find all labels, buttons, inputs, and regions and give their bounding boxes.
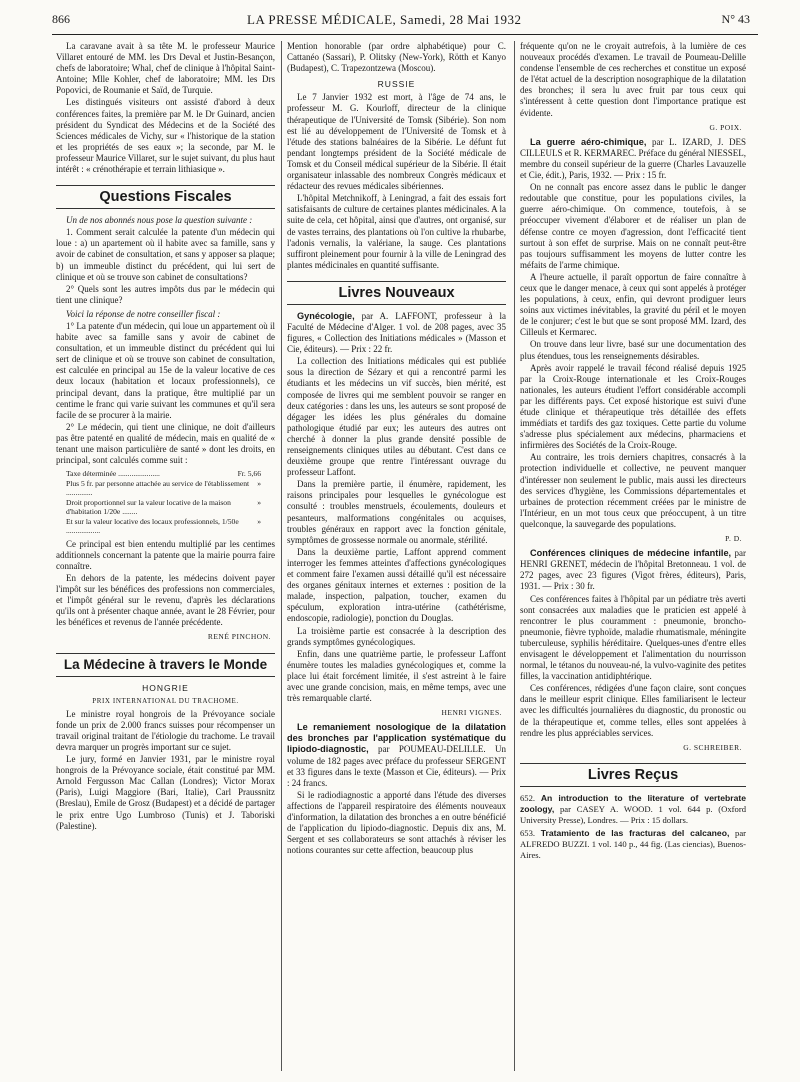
- column-2: [287, 41, 506, 857]
- column-divider: [514, 41, 515, 1071]
- paragraph: On trouve dans leur livre, basé sur une documentation des plus étendues, tous les renseignements désirables.: [520, 339, 746, 361]
- book-title: Tratamiento de las fracturas del calcaneo,: [540, 828, 730, 839]
- book-header: Gynécologie, par A. LAFFONT, professeur à la Faculté de Médecine d'Alger. 1 vol. de 208 pages, avec 35 figures, « Collection des Initiations médicales » (Masson et Cie, éditeurs). — Prix : 22 fr.: [287, 310, 506, 355]
- book-title: An introduction to the literature of vertebrate zoology,: [520, 792, 746, 814]
- column-divider: [281, 41, 282, 1071]
- table-row: Droit proportionnel sur la valeur locative de la maison d'habitation 1/20e ........ »: [66, 497, 261, 517]
- paragraph: La caravane avait à sa tête M. le professeur Maurice Villaret entouré de MM. les Drs Deval et Justin-Besançon, chefs de laboratoire; Whal, chef de clinique à l'hôpital Saint-Antoine; Mlle Kohler, chef de laboratoire; MM. les Drs Popovici, de Roumanie et Saïd, de Turquie.: [56, 41, 275, 96]
- book-header: Conférences cliniques de médecine infantile, par HENRI GRENET, médecin de l'hôpital Bretonneau. 1 vol. de 272 pages, avec 23 figures (Vigot frères, éditeurs), Paris, 1931. — Prix : 30 fr.: [520, 548, 746, 592]
- paragraph: On ne connaît pas encore assez dans le public le danger redoutable que constitue, pour les populations civiles, la guerre aéro-chimique. On commence, toutefois, à se préoccuper vivement d'élaborer et de réaliser un plan de défense contre ce moyen d'agression, dont l'efficacité tient surtout à son effet de surprise. Mais on ne connaît peut-être pas toujours suffisamment les moyens de lutter contre les méfaits de l'arme chimique.: [520, 182, 746, 270]
- paragraph: La troisième partie est consacrée à la description des grands symptômes gynécologiques.: [287, 625, 506, 647]
- issue-number: N° 43: [721, 12, 750, 26]
- book-header: La guerre aéro-chimique, par L. IZARD, J. DES CILLEULS et R. KERMAREC. Préface du général NIESSEL, membre du conseil supérieur de la guerre (Charles Lavauzelle et Cie, édit.), Paris, 1932. — Prix : 15 fr.: [520, 136, 746, 181]
- paragraph: Ces conférences, rédigées d'une façon claire, sont conçues dans le meilleur esprit clinique. Elles familiarisent le lecteur avec les difficultés journalières du diagnostic, du pronostic ou de la thérapeutique et, comme telles, elles sont appelées à rendre les plus appréciables services.: [520, 683, 746, 738]
- column-1: [56, 41, 275, 833]
- paragraph: Dans la deuxième partie, Laffont apprend comment interroger les femmes atteintes d'affections gynécologiques et comment faire l'examen aussi détaillé qu'il est nécessaire des organes génitaux internes et externes : position de la malade, inspection, palpation, toucher, examen du spéculum, exploration intra-utérine (cathétérisme, endoscopie, radiologie), ponction du Douglas.: [287, 546, 506, 624]
- table-row: Plus 5 fr. par personne attachée au service de l'établissement .............. »: [66, 478, 261, 498]
- paragraph: Le 7 Janvier 1932 est mort, à l'âge de 74 ans, le professeur M. G. Kourloff, directeur de la clinique thérapeutique de l'Université de Tomsk (Sibérie). Son nom est lié au développement de l'Université de Tomsk et à l'étude des stations balnéaires de la Sibérie. Le défunt fut pendant longtemps président de la Société médicale de Tomsk et du Conseil médical supérieur de la Sibérie. Il était organisateur inlassable des nombreux Congrès médicaux et rédacteur des revues médicales sibériennes.: [287, 92, 506, 192]
- paragraph: 2° Le médecin, qui tient une clinique, ne doit d'ailleurs pas être patenté en qualité de médecin, mais en qualité de « tenant une maison particulière de santé » dont les droits, en principal, sont calculés comme suit :: [56, 421, 275, 466]
- signature: G. POIX.: [709, 122, 742, 132]
- paragraph: Dans la première partie, il énumère, rapidement, les raisons principales pour lesquelles le gynécologue est consulté : troubles menstruels, écoulements, douleurs et pesanteurs, malformations congénitales ou acquises, troubles généraux en rapport avec la fonction génitale, symptômes de grossesse normale ou anormale, stérilité.: [287, 479, 506, 545]
- list-item: 653. Tratamiento de las fracturas del calcaneo, par ALFREDO BUZZI. 1 vol. 140 p., 44 fig. (Las ciencias), Buenos-Aires.: [520, 828, 747, 861]
- table-row: Taxe déterminée ...................... Fr. 5,66: [66, 469, 261, 479]
- signature: G. SCHREIBER.: [683, 742, 742, 752]
- paragraph: Les distingués visiteurs ont assisté d'abord à deux conférences faites, la première par M. le Dr Guinard, ancien président du Syndicat des Médecins et de la Société des Sciences médicales de Vichy, sur « l'historique de la station et les propriétés de ses eaux »; la seconde, par M. le professeur Maurice Villaret, sur le sujet suivant, du plus haut intérêt : « crénothérapie et terrain lithiasique ».: [56, 97, 275, 175]
- section-title-livres: Livres Nouveaux: [287, 281, 506, 305]
- table-row: Et sur la valeur locative des locaux professionnels, 1/50e .................. »: [66, 516, 261, 536]
- paragraph: Voici la réponse de notre conseiller fiscal :: [66, 308, 221, 319]
- book-title: Conférences cliniques de médecine infantile,: [530, 548, 732, 559]
- section-title-monde: La Médecine à travers le Monde: [56, 653, 275, 677]
- paragraph: 1° La patente d'un médecin, qui loue un appartement où il habite avec sa famille sans y avoir de cabinet de consultation, et un immeuble distinct du précédent qui lui sert de clinique et où se trouve son cabinet de consultation, est calculée en principal au 15e de la valeur locative de ces deux locaux (habitation et locaux professionnels), ce principal devant, dans la pratique, être multiplié par un centime le franc qui varie suivant les communes et qu'il sera facile de se procurer à la mairie.: [56, 320, 275, 420]
- page-header: [52, 14, 758, 30]
- column-3: [520, 41, 746, 863]
- tax-table: [62, 469, 275, 536]
- page-number: 866: [52, 12, 70, 26]
- paragraph: Si le radiodiagnostic a apporté dans l'étude des diverses affections de l'appareil respiratoire des éléments nouveaux d'information, la dilatation des bronches a en outre bénéficié de l'application du lipiodo-diagnostic. Depuis dix ans, M. Sergent et ses collaborateurs se sont attachés à réviser les notions courantes sur cette affection, beaucoup plus: [287, 789, 506, 856]
- section-title-recus: Livres Reçus: [520, 763, 746, 787]
- paragraph: L'hôpital Metchnikoff, à Leningrad, a fait des essais fort satisfaisants de culture de certaines plantes médicinales. A la suite de cela, cet hôpital, ainsi que d'autres, ont organisé, sur de vastes terrains, des plantations où l'on cultive la rhubarbe, l'adonis vernalis, la valériane, la sauge. Ces plantations suffiront pleinement pour fournir à la ville de Leningrad des plantes médicinales en quantité suffisante.: [287, 193, 506, 270]
- book-header: Le remaniement nosologique de la dilatation des bronches par l'application systématique du lipiodo-diagnostic, par POUMEAU-DELILLE. Un volume de 182 pages avec préface du professeur SERGENT et 33 figures dans le texte (Masson et Cie, éditeurs). — Prix : 24 francs.: [287, 722, 506, 788]
- paragraph: Un de nos abonnés nous pose la question suivante :: [66, 215, 253, 226]
- paragraph: 1. Comment serait calculée la patente d'un médecin qui loue : a) un apartement où il habite avec sa famille, sans y avoir de cabinet de consultation, et sans y apposer sa plaque; b) un immeuble distinct du précédent, qui lui sert de clinique et où se trouve son cabinet de consultations?: [56, 227, 275, 282]
- paragraph: Le ministre royal hongrois de la Prévoyance sociale fonde un prix de 2.000 francs suisses pour récompenser un travail original traitant de l'étiologie du trachome. Le travail devra marquer un progrès important sur ce sujet.: [56, 708, 275, 752]
- country-heading: RUSSIE: [377, 79, 416, 90]
- paragraph: Au contraire, les trois derniers chapitres, consacrés à la protection individuelle et collective, ne peuvent manquer d'intéresser non seulement le public, mais aussi les directeurs des services d'hygiène, les Commissions départementales et urbaines de protection récemment créées par le ministre de l'Intérieur, en un mot tous ceux que préoccupent, à un titre quelconque, la sauvegarde des populations.: [520, 452, 746, 529]
- paragraph: Après avoir rappelé le travail fécond réalisé depuis 1925 par la Croix-Rouge internationale et les Croix-Rouges nationales, les auteurs étudient l'effort considérable accompli par les différents pays. Cet exposé historique est suivi d'une étude clinique et thérapeutique très détaillée des effets immédiats et tardifs des gaz toxiques. Cette partie du volume s'adresse plus spécialement aux médecins, pharmaciens et infirmières des Sociétés de la Croix-Rouge.: [520, 362, 746, 451]
- paragraph: Enfin, dans une quatrième partie, le professeur Laffont énumère toutes les maladies gynécologiques et, comme la place lui était forcément limitée, il s'est astreint à le faire avec une grande concision, mais, en même temps, avec une très remarquable clarté.: [287, 648, 506, 704]
- book-title: Gynécologie,: [297, 310, 355, 321]
- book-title: La guerre aéro-chimique,: [530, 136, 647, 147]
- paragraph: Le jury, formé en Janvier 1931, par le ministre royal hongrois de la Prévoyance sociale, était constitué par MM. Arnold Fergusson Mac Callan (Londres); Victor Morax (Paris), Luigi Maggiore (Bari, Italie), Carl Praussnitz (Breslau), Emile de Grosz (Budapest) et a décidé de partager le prix entre Ugo Lumbroso (Tunis) et J. Taboriski (Palestine).: [56, 754, 275, 831]
- book-title: Le remaniement nosologique de la dilatation des bronches par l'application systématique du lipiodo-diagnostic,: [287, 722, 506, 755]
- paragraph: En dehors de la patente, les médecins doivent payer l'impôt sur les bénéfices des professions non commerciales, et l'impôt général sur le revenu, d'après les déclarations qu'ils ont à présenter chaque année, avant le 28 Février, pour les bénéfices et revenus de l'année précédente.: [56, 572, 275, 628]
- paragraph: A l'heure actuelle, il paraît opportun de faire connaître à ceux que le danger menace, à ceux qui sont appelés à protéger les populations, à ceux, enfin, qui devront prodiguer leurs soins aux victimes inévitables, la gravité du péril et le moyen de le conjurer; c'est le but que se sont proposé MM. Izard, des Cilleuls et Kermarec.: [520, 271, 746, 338]
- journal-title: LA PRESSE MÉDICALE, Samedi, 28 Mai 1932: [247, 12, 522, 27]
- list-item: 652. An introduction to the literature of vertebrate zoology, par CASEY A. WOOD. 1 vol. 644 p. (Oxford University Presse), Londres. — Prix : 15 dollars.: [520, 792, 746, 825]
- signature: HENRI VIGNES.: [441, 708, 502, 718]
- header-rule: [52, 34, 758, 35]
- paragraph: Ces conférences faites à l'hôpital par un pédiatre très averti sont consacrées aux maladies que le praticien est appelé à rencontrer le plus couramment : pneumonie, broncho-pneumonie, fièvre typhoïde, maladie rhumatismale, méningite tuberculeuse, syphilis héréditaire. Quelques-unes d'entre elles envisagent le développement et l'alimentation du nourrisson normal, le tétanos du nouveau-né, la vulvo-vaginite des petites filles, la vaccination antidiphtérique.: [520, 593, 746, 682]
- paragraph: Mention honorable (par ordre alphabétique) pour C. Cattanéo (Sassari), P. Olitsky (New-York), Rötth et Kanyo (Budapest), C. Trapezontzewa (Moscou).: [287, 41, 506, 74]
- paragraph: La collection des Initiations médicales qui est publiée sous la direction de Sézary et qui a rencontré parmi les étudiants et les médecins un vif succès, bien mérité, est composée de livres qui me semblent pouvoir se ranger en deux catégories : dans les uns, les auteurs se sont proposé de dégager les idées les plus générales du domaine pathologique étudié par eux; les auteurs des autres ont cherché à donner la plus grande densité possible de renseignements cliniques utiles au débutant. C'est dans ce deuxième groupe que rentre l'intéressant ouvrage du professeur Laffont.: [287, 356, 506, 478]
- country-heading: HONGRIE: [142, 682, 189, 693]
- paragraph: 2° Quels sont les autres impôts dus par le médecin qui tient une clinique?: [56, 283, 275, 305]
- subheading: PRIX INTERNATIONAL DU TRACHOME.: [92, 696, 239, 705]
- paragraph: Ce principal est bien entendu multiplié par les centimes additionnels concernant la patente que la mairie pourra faire connaître.: [56, 538, 275, 571]
- section-title-fiscal: Questions Fiscales: [56, 185, 275, 209]
- paragraph: fréquente qu'on ne le croyait autrefois, à la lumière de ces nouveaux procédés d'examen. Le travail de Poumeau-Delille condense l'ensemble de ces recherches et constitue un exposé de l'état actuel de la description nosographique de la dilatation des bronches; il sera lu avec fruit par tous ceux qui s'intéressent à cette question dont l'importance pratique est évidente.: [520, 41, 746, 118]
- signature: P. D.: [725, 534, 742, 544]
- signature: RENÉ PINCHON.: [207, 632, 271, 642]
